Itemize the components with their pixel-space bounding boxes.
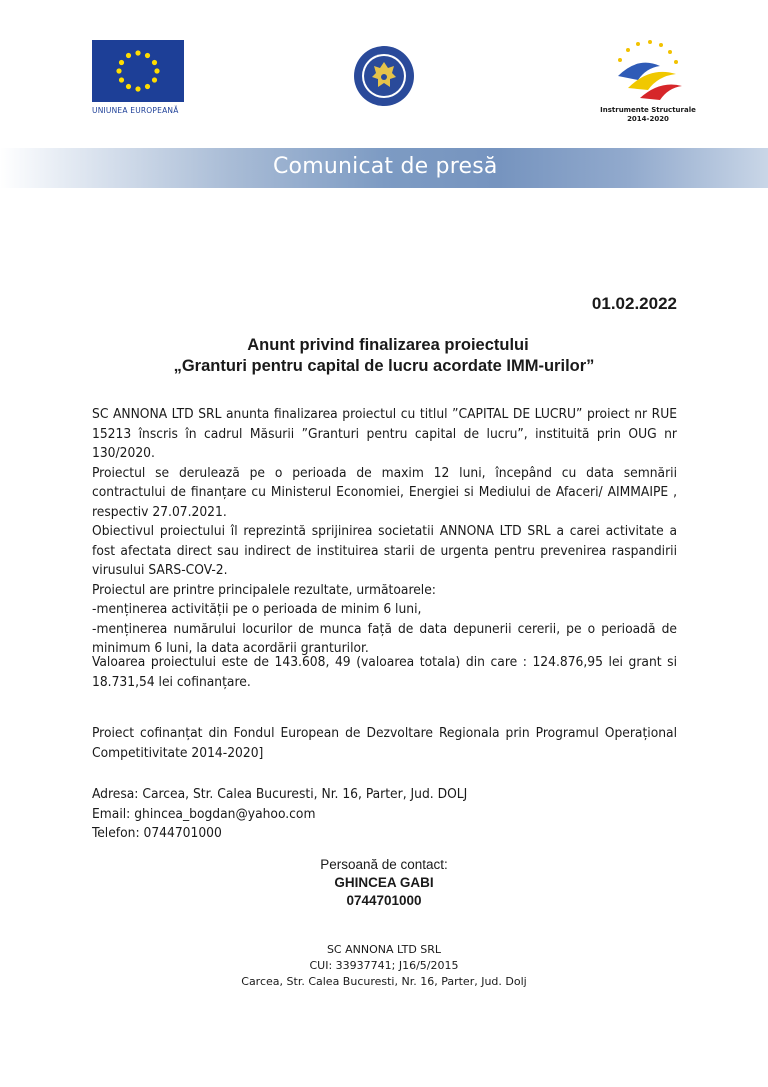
program-statement-text: Proiect cofinanțat din Fondul European de Dezvoltare Regionala prin Programul Operațional Competitivitate 2014-2020] [92, 725, 677, 761]
paragraph-6: -menținerea numărului locurilor de munca față de data depunerii cererii, pe o perioadă de minimum 6 luni, la data acordării granturilor. [92, 620, 677, 656]
contact-person-phone: 0744701000 [346, 893, 422, 908]
paragraph-3: Obiectivul proiectului îl reprezintă sprijinirea societatii ANNONA LTD SRL a carei activitate a fost afectata direct sau indirect de instituirea starii de urgenta pentru prevenirea raspandirii virusului SARS-COV-2. [92, 523, 677, 578]
contact-person [0, 856, 768, 910]
project-value [92, 653, 677, 692]
footer-company: SC ANNONA LTD SRL [326, 943, 442, 956]
press-release-banner [0, 148, 768, 188]
paragraph-5: -menținerea activității pe o perioada de minim 6 luni, [92, 601, 422, 617]
footer-address: Carcea, Str. Calea Bucuresti, Nr. 16, Parter, Jud. Dolj [241, 975, 527, 988]
program-statement [92, 724, 677, 763]
paragraph-1: SC ANNONA LTD SRL anunta finalizarea proiectul cu titlul ”CAPITAL DE LUCRU” proiect nr RUE 15213 înscris în cadrul Măsurii ”Granturi pentru capital de lucru”, instituită prin OUG nr 130/2020. [92, 406, 677, 461]
footer [0, 942, 768, 990]
contact-person-label: Persoană de contact: [320, 857, 448, 872]
project-value-text: Valoarea proiectului este de 143.608, 49 (valoarea totala) din care : 124.876,95 lei grant si 18.731,54 lei cofinanțare. [92, 654, 677, 690]
contact-address: Adresa: Carcea, Str. Calea Bucuresti, Nr. 16, Parter, Jud. DOLJ [92, 786, 468, 802]
paragraph-2: Proiectul se derulează pe o perioada de maxim 12 luni, începând cu data semnării contractului de finanțare cu Ministerul Economiei, Energiei si Mediului de Afaceri/ AIMMAIPE , respectiv 27.07.2021. [92, 464, 677, 520]
title-line1: Anunt privind finalizarea proiectului [247, 336, 529, 354]
contact-block [92, 785, 677, 844]
structural-instruments-caption [598, 106, 698, 124]
contact-phone: Telefon: 0744701000 [92, 825, 222, 841]
banner-title: Comunicat de presă [273, 154, 498, 179]
romanian-government-seal-icon [352, 44, 416, 108]
paragraph-4: Proiectul are printre principalele rezultate, următoarele: [92, 581, 436, 598]
structural-instruments-icon [598, 36, 698, 106]
contact-person-name: GHINCEA GABI [334, 875, 434, 890]
eu-logo [92, 40, 184, 118]
title-line2: „Granturi pentru capital de lucru acordate IMM-urilor” [173, 357, 595, 375]
footer-cui: CUI: 33937741; J16/5/2015 [309, 959, 459, 972]
eu-flag-icon [92, 40, 184, 102]
eu-caption: UNIUNEA EUROPEANĂ [92, 106, 179, 115]
document-date: 01.02.2022 [591, 294, 677, 313]
body-text [92, 405, 677, 659]
contact-email: Email: ghincea_bogdan@yahoo.com [92, 805, 316, 822]
is-caption-line2: 2014-2020 [627, 115, 669, 123]
is-caption-line1: Instrumente Structurale [600, 106, 696, 114]
structural-instruments-logo [598, 36, 698, 131]
